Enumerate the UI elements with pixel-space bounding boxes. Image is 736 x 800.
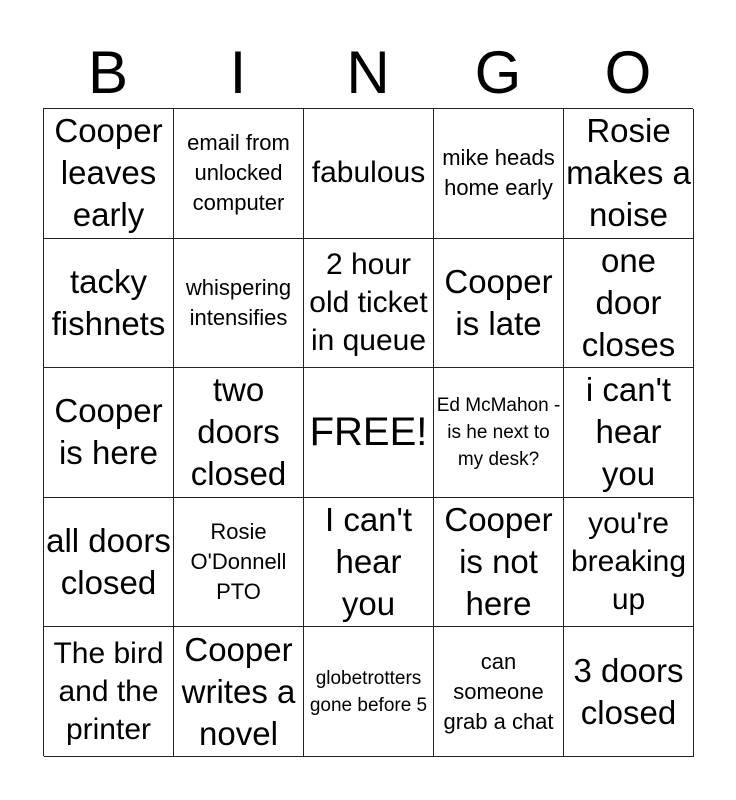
bingo-cell-label: all doors closed	[46, 522, 171, 602]
bingo-cell[interactable]	[174, 627, 304, 757]
header-letter-o: O	[604, 39, 652, 106]
header-letter-i: I	[229, 39, 247, 106]
bingo-cell-label: 3 doors closed	[573, 651, 684, 731]
bingo-cell-label: Cooper writes a novel	[181, 630, 296, 752]
bingo-cell[interactable]	[434, 239, 564, 369]
bingo-cell-label: Rosie O'Donnell PTO	[190, 519, 287, 605]
bingo-cell-label: whispering intensifies	[185, 274, 292, 330]
bingo-cell[interactable]	[564, 239, 694, 369]
bingo-cell[interactable]	[564, 368, 694, 498]
bingo-cell[interactable]	[174, 368, 304, 498]
bingo-cell[interactable]	[434, 498, 564, 628]
header-letter-n: N	[346, 39, 390, 106]
bingo-cell-label: email from unlocked computer	[187, 130, 290, 216]
bingo-cell-label: I can't hear you	[324, 501, 412, 623]
bingo-cell-label: 2 hour old ticket in queue	[309, 247, 428, 357]
bingo-cell-label: Rosie makes a noise	[566, 112, 691, 234]
bingo-cell-label: Cooper is here	[54, 392, 163, 472]
bingo-cell-label: i can't hear you	[585, 371, 672, 493]
header-letter-b: B	[87, 39, 129, 106]
bingo-cell[interactable]	[304, 627, 434, 757]
bingo-cell[interactable]	[44, 239, 174, 369]
bingo-cell[interactable]	[304, 109, 434, 239]
bingo-cell[interactable]	[304, 498, 434, 628]
bingo-cell[interactable]	[434, 627, 564, 757]
bingo-cell-label: you're breaking up	[570, 507, 687, 617]
bingo-cell-label: fabulous	[311, 156, 426, 190]
bingo-header	[43, 38, 693, 108]
bingo-cell[interactable]	[564, 109, 694, 239]
bingo-cell-label: Ed McMahon - is he next to my desk?	[436, 394, 561, 470]
bingo-cell[interactable]	[304, 239, 434, 369]
bingo-cell[interactable]	[174, 498, 304, 628]
bingo-cell[interactable]	[434, 109, 564, 239]
bingo-cell[interactable]	[174, 239, 304, 369]
bingo-cell-label: can someone grab a chat	[443, 648, 554, 734]
bingo-cell-label: mike heads home early	[442, 145, 555, 201]
bingo-cell[interactable]	[174, 109, 304, 239]
bingo-cell[interactable]	[44, 368, 174, 498]
bingo-cell-label: FREE!	[309, 410, 428, 455]
bingo-cell-label: The bird and the printer	[53, 636, 164, 746]
bingo-cell[interactable]	[434, 368, 564, 498]
bingo-cell[interactable]	[564, 627, 694, 757]
bingo-cell-label: two doors closed	[190, 371, 287, 493]
bingo-cell-label: Cooper is late	[444, 262, 553, 342]
bingo-cell-label: Cooper leaves early	[54, 112, 163, 234]
bingo-cell-label: tacky fishnets	[51, 262, 166, 342]
bingo-cell-label: Cooper is not here	[444, 501, 553, 623]
bingo-board	[43, 108, 693, 756]
bingo-cell[interactable]	[44, 627, 174, 757]
bingo-cell[interactable]	[564, 498, 694, 628]
bingo-cell-label: one door closes	[581, 241, 676, 363]
bingo-cell[interactable]	[44, 498, 174, 628]
bingo-cell-free[interactable]	[304, 368, 434, 498]
bingo-cell-label: globetrotters gone before 5	[309, 667, 428, 716]
header-letter-g: G	[474, 39, 522, 106]
bingo-cell[interactable]	[44, 109, 174, 239]
